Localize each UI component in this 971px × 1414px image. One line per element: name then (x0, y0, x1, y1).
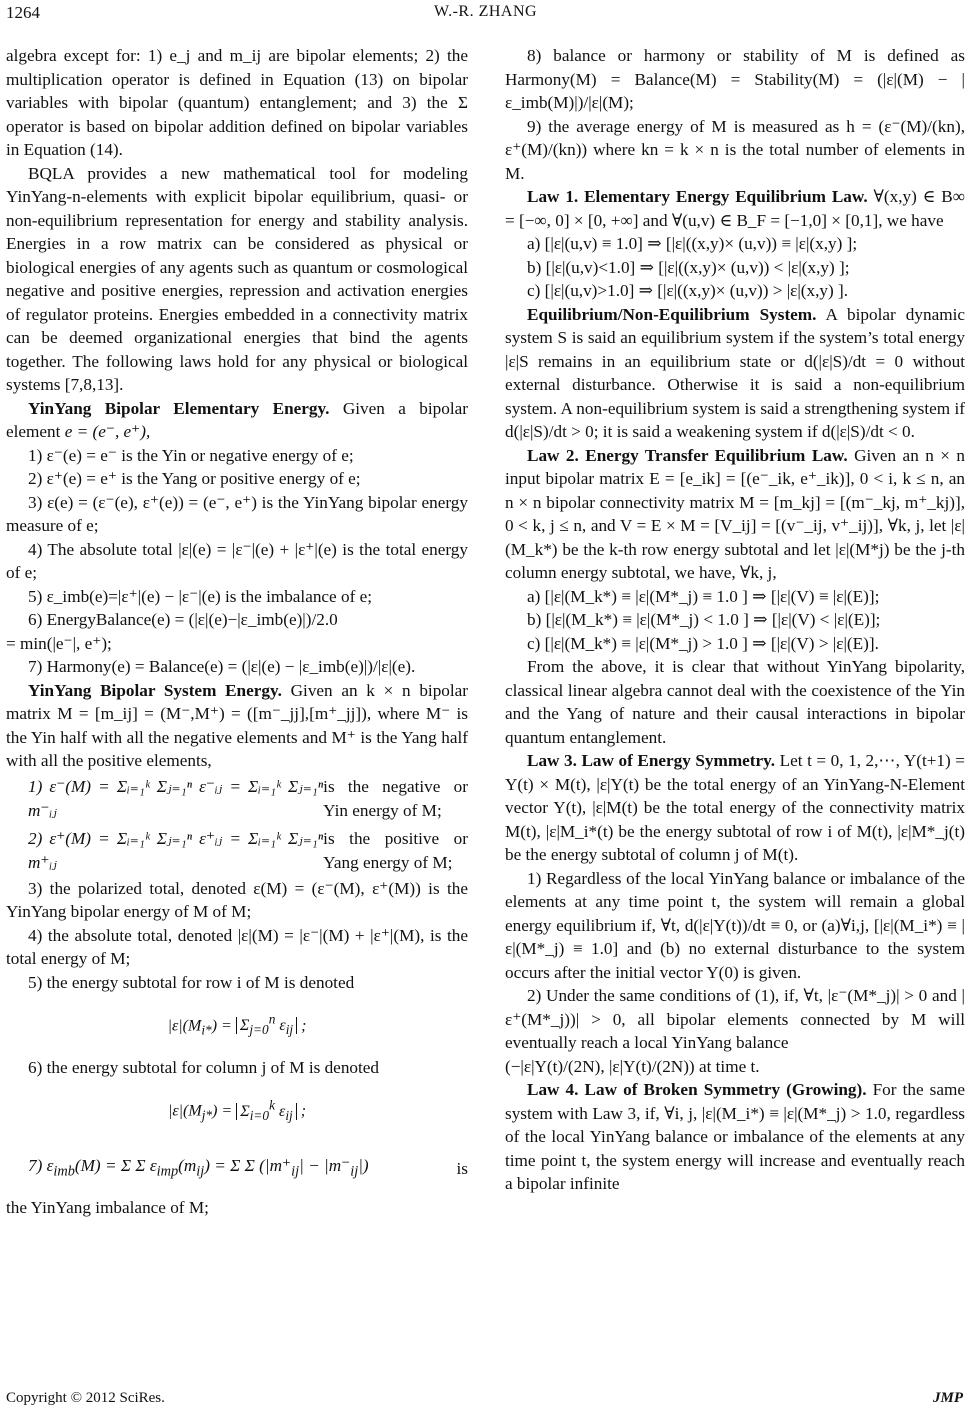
list-item: 6) EnergyBalance(e) = (|ε|(e)−|ε_imb(e)|)/2.0 (28, 610, 338, 629)
equation-tail: is the negative or Yin energy of M; (323, 777, 468, 820)
running-head: W.-R. ZHANG (433, 3, 538, 20)
law-title: Law 4. Law of Broken Symmetry (Growing). (527, 1080, 867, 1099)
ybe-paragraph (6, 397, 468, 444)
ybs-paragraph (6, 679, 468, 773)
list-item: the YinYang imbalance of M; (6, 1197, 209, 1217)
law3-paragraph (505, 749, 965, 867)
list-item: 4) the absolute total, denoted |ε|(M) = |ε⁻|(M) + |ε⁺|(M), is the total energy of M; (6, 925, 468, 968)
equation: 1) ε⁻(M) = Σᵢ₌₁ᵏ Σⱼ₌₁ⁿ ε⁻ᵢⱼ = Σᵢ₌₁ᵏ Σⱼ₌₁ⁿ m⁻ᵢⱼ (28, 777, 324, 820)
list-item: 7) Harmony(e) = Balance(e) = (|ε|(e) − |ε_imb(e)|)/|ε|(e). (28, 657, 416, 676)
law-body: Given an n × n input bipolar matrix E = [e_ik] = [(e⁻_ik, e⁺_ik)], 0 < i, k ≤ n, an n × n bipolar connectivity matrix M = [m_kj] = [(m⁻_kj, m⁺_kj)], 0 < k, j ≤ n, and V = E × M = [V_ij] = [(v⁻_ij, v⁺_ij)], ∀k, j, let |ε|(M_k*) be the k-th row energy subtotal and let |ε|(M*j) be the j-th column energy subtotal, we have, ∀k, j, (505, 445, 966, 582)
law-title: Law 2. Energy Transfer Equilibrium Law. (527, 445, 848, 465)
list-item: 9) the average energy of M is measured as h = (ε⁻(M)/(kn), ε⁺(M)/(kn)) where kn = k × n is the total number of elements in M. (505, 116, 965, 183)
equation: 2) ε⁺(M) = Σᵢ₌₁ᵏ Σⱼ₌₁ⁿ ε⁺ᵢⱼ = Σᵢ₌₁ᵏ Σⱼ₌₁ⁿ m⁺ᵢⱼ (28, 829, 324, 872)
equation-tail: is the positive or Yang energy of M; (323, 829, 468, 872)
ybs-intro: Given an k × n bipolar matrix M = [m_ij] = (M⁻,M⁺) = ([m⁻_jj],[m⁺_jj]), where M⁻ is the Yin half with all the negative elements and M⁺ is the Yang half with all the positive elements, (6, 680, 469, 770)
list-item: 3) ε(e) = (ε⁻(e), ε⁺(e)) = (e⁻, e⁺) is the YinYang bipolar energy measure of e; (6, 492, 468, 535)
section-title: YinYang Bipolar System Energy. (28, 680, 282, 700)
section-body: A bipolar dynamic system S is said an equilibrium system if the system’s total energy |ε|S remains in an equilibrium state or d(|ε|S)/dt = 0 without external disturbance. Otherwise it is said a non-equilibrium system. A non-equilibrium system is said a strengthening system if d(|ε|S)/dt > 0; it is said a weakening system if d(|ε|S)/dt < 0. (505, 304, 965, 441)
ybe-intro: Given a bipolar element (6, 398, 468, 441)
law-body: ∀(x,y) ∈ B∞ = [−∞, 0] × [0, +∞] and ∀(u,v) ∈ B_F = [−1,0] × [0,1], we have (505, 187, 965, 230)
page-footer (0, 1390, 971, 1412)
journal-name: JMP (933, 1390, 963, 1406)
list-item: b) [|ε|(u,v)<1.0] ⇒ [|ε|((x,y)× (u,v)) < |ε|(x,y) ]; (527, 257, 850, 277)
law2-paragraph (505, 444, 965, 585)
equation-tail: is (456, 1158, 468, 1178)
law-body: For the same system with Law 3, if, ∀i, j, |ε|(M_i*) ≡ |ε|(M*_j) > 1.0, regardless of the local YinYang balance or imbalance of the elements at any time point t, the system energy will increase and eventually reach a bipolar infinite (505, 1080, 965, 1193)
law4-paragraph (505, 1078, 965, 1196)
right-column (505, 44, 965, 1196)
law1-paragraph (505, 185, 965, 232)
copyright: Copyright © 2012 SciRes. (6, 1390, 165, 1406)
law-body: Let t = 0, 1, 2,⋯, Y(t+1) = Y(t) × M(t), |ε|Y(t) be the total energy of an YinYang-N-Element vector Y(t), |ε|M(t) be the total energy of the connectivity matrix M(t), |ε|M_i*(t) be the energy subtotal of row i of M(t), |ε|M*_j(t) be the energy subtotal of column j of M(t). (505, 751, 965, 864)
paragraph: 1) Regardless of the local YinYang balance or imbalance of the elements at any time point t, the system will remain a global energy equilibrium if, ∀t, d(|ε|Y(t))/dt ≡ 0, or (a)∀i,j, [|ε|(M_i*) ≡ |ε|(M*_j) ≡ 1.0] and (b) no external disturbance to the system occurs after the initial vector Y(0) is given. (505, 868, 965, 982)
law-title: Law 1. Elementary Energy Equilibrium Law. (527, 187, 868, 206)
list-item: a) [|ε|(M_k*) ≡ |ε|(M*_j) ≡ 1.0 ] ⇒ [|ε|(V) ≡ |ε|(E)]; (527, 586, 880, 606)
list-item: = min(|e⁻|, e⁺); (6, 633, 112, 653)
paragraph: BQLA provides a new mathematical tool for modeling YinYang-n-elements with explicit bipolar equilibrium, quasi- or non-equilibrium representation for energy and stability analysis. Energies in a row matrix can be considered as physical or biological energies of any agents such as quantum or cosmological negative and positive energies, repression and activation energies of regulator proteins. Energies embedded in a connectivity matrix can be deemed organizational energies that bind the agents together. The following laws hold for any physical or biological systems [7,8,13]. (6, 163, 468, 394)
paragraph: From the above, it is clear that without YinYang bipolarity, classical linear algebra cannot deal with the coexistence of the Yin and the Yang of nature and their causal interactions in bipolar quantum entanglement. (505, 657, 965, 747)
left-column (6, 44, 468, 1219)
list-item: b) [|ε|(M_k*) ≡ |ε|(M*_j) < 1.0 ] ⇒ [|ε|(V) < |ε|(E)]; (527, 610, 881, 629)
equation: 7) $\varepsilon_{imb}(M) = \Sigma$ Σ $\varepsilon_{imp}(m_{ij}) = \Sigma$ Σ $(|m^+_{ij}| - |m^-_{ij}|)$ (28, 1155, 369, 1179)
list-item: 5) the energy subtotal for row i of M is denoted (28, 972, 355, 992)
list-item: 1) ε⁻(e) = e⁻ is the Yin or negative energy of e; (28, 445, 354, 465)
list-item: 8) balance or harmony or stability of M is defined as Harmony(M) = Balance(M) = Stability(M) = (|ε|(M) − |ε_imb(M)|)/|ε|(M); (505, 46, 965, 112)
page-number: 1264 (6, 3, 40, 22)
page-header (0, 0, 971, 30)
list-item: 5) ε_imb(e)=|ε⁺|(e) − |ε⁻|(e) is the imbalance of e; (28, 586, 373, 606)
equation-1 (6, 773, 468, 825)
list-item: a) [|ε|(u,v) ≡ 1.0] ⇒ [|ε|((x,y)× (u,v)) ≡ |ε|(x,y) ]; (527, 234, 858, 253)
law-title: Law 3. Law of Energy Symmetry. (527, 751, 776, 770)
equation-7 (6, 1142, 468, 1196)
section-title: YinYang Bipolar Elementary Energy. (28, 398, 330, 418)
section-title: Equilibrium/Non-Equilibrium System. (527, 304, 817, 324)
list-item: 4) The absolute total |ε|(e) = |ε⁻|(e) + |ε⁺|(e) is the total energy of e; (6, 539, 468, 582)
list-item: 6) the energy subtotal for column j of M is denoted (28, 1058, 380, 1077)
paragraph: 2) Under the same conditions of (1), if, ∀t, |ε⁻(M*_j)| > 0 and |ε⁺(M*_j))| > 0, all bipolar elements connected by M will eventually reach a local YinYang balance (505, 986, 965, 1052)
row-subtotal-equation: $|\varepsilon|(M_{i*}) = \Sigma_{j=0}^n$ $\varepsilon_{ij}$ ; (167, 1011, 307, 1038)
equation-2 (6, 825, 468, 877)
equilibrium-paragraph (505, 303, 965, 444)
paragraph: algebra except for: 1) e_j and m_ij are bipolar elements; 2) the multiplication operator is defined in Equation (13) on bipolar variables with bipolar (quantum) entanglement; and 3) the Σ operator is based on bipolar addition defined on bipolar variables in Equation (14). (6, 46, 468, 159)
list-item: 3) the polarized total, denoted ε(M) = (ε⁻(M), ε⁺(M)) is the YinYang bipolar energy of M of M; (6, 878, 468, 921)
paragraph: (−|ε|Y(t)/(2N), |ε|Y(t)/(2N)) at time t. (505, 1056, 760, 1076)
column-subtotal-equation: $|\varepsilon|(M_{j*}) = \Sigma_{i=0}^k$ $\varepsilon_{ij}$ ; (167, 1097, 307, 1123)
list-item: c) [|ε|(M_k*) ≡ |ε|(M*_j) > 1.0 ] ⇒ [|ε|(V) > |ε|(E)]. (527, 633, 879, 653)
element-equation: e = (e⁻, e⁺), (64, 422, 151, 441)
list-item: c) [|ε|(u,v)>1.0] ⇒ [|ε|((x,y)× (u,v)) > |ε|(x,y) ]. (527, 281, 849, 300)
list-item: 2) ε⁺(e) = e⁺ is the Yang or positive energy of e; (28, 469, 361, 488)
